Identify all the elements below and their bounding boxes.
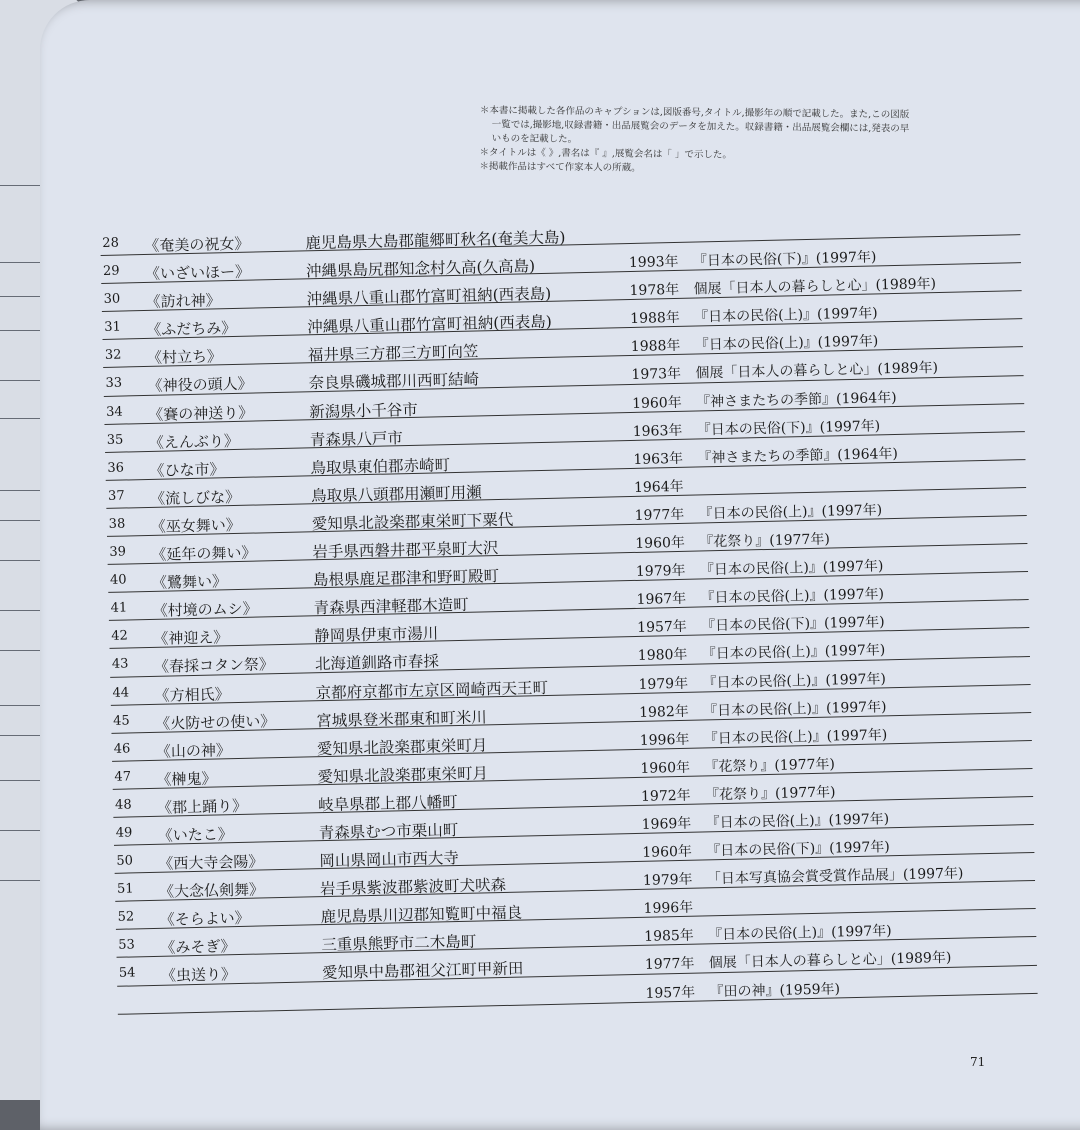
- plate-title: 《神役の頭人》: [147, 375, 253, 396]
- plate-location: 静岡県伊東市湯川: [314, 624, 439, 646]
- plate-number: 40: [109, 572, 127, 588]
- plate-source: 『花祭り』(1977年): [699, 531, 831, 551]
- plate-title: 《山の神》: [155, 740, 232, 761]
- plate-source: 『日本の民俗(下)』(1997年): [692, 249, 877, 270]
- note-line: いものを記載した。: [491, 133, 578, 146]
- note-line: ＊本書に掲載した各作品のキャプションは,図版番号,タイトル,撮影年の順で記載した。また,この図版: [479, 104, 910, 121]
- plate-number: 48: [114, 797, 132, 813]
- plate-year: 1972年: [640, 787, 691, 805]
- plate-source: 『日本の民俗(下)』(1997年): [706, 839, 890, 860]
- plate-location: 三重県熊野市二木島町: [321, 932, 477, 955]
- plate-location: 福井県三方郡三方町向笠: [307, 342, 479, 365]
- plate-location: 愛知県北設楽郡東栄町月: [316, 736, 488, 758]
- plate-year: 1988年: [630, 338, 681, 356]
- plate-number: 29: [102, 263, 120, 280]
- plate-number: 44: [112, 684, 130, 701]
- plate-source: 『日本の民俗(下)』(1997年): [696, 418, 881, 439]
- plate-year: 1979年: [642, 871, 693, 890]
- plate-location: 鹿児島県川辺郡知覧町中福良: [320, 903, 523, 927]
- plate-title: 《流しびな》: [149, 487, 241, 508]
- plate-title: 《みそぎ》: [160, 937, 236, 958]
- plate-title: 《虫送り》: [160, 965, 237, 986]
- plate-title: 《方相氏》: [154, 684, 230, 705]
- plate-source: 「日本写真協会賞受賞作品展」(1997年): [706, 865, 964, 888]
- plate-location: 青森県むつ市栗山町: [318, 820, 459, 843]
- plate-title: 《えんぶり》: [148, 431, 240, 452]
- plate-title: 《西大寺会陽》: [158, 852, 264, 873]
- plate-number: 35: [106, 432, 124, 448]
- plate-source: 『日本の民俗(上)』(1997年): [702, 670, 887, 691]
- plate-year: 1964年: [633, 478, 684, 496]
- plate-location: 宮城県登米郡東和町米川: [316, 707, 487, 730]
- plate-source: 『日本の民俗(上)』(1997年): [708, 923, 892, 944]
- plate-location: 愛知県中島郡祖父江町甲新田: [321, 960, 524, 983]
- plate-number: 32: [104, 347, 122, 364]
- note-line: 一覧では,撮影地,収録書籍・出品展覧会のデータを加えた。収録書籍・出品展覧会欄には,発表の早: [491, 119, 910, 135]
- plate-title: 《神迎え》: [153, 628, 229, 649]
- note-line: ＊タイトルは《 》,書名は『 』,展覧会名は「 」で示した。: [479, 146, 732, 161]
- plate-location: 鳥取県東伯郡赤崎町: [310, 455, 451, 478]
- plate-number: 33: [105, 376, 123, 392]
- page-number: 71: [970, 1055, 986, 1069]
- plate-number: 54: [118, 965, 136, 982]
- plate-number: 37: [107, 488, 125, 504]
- plate-year: 1969年: [641, 815, 692, 833]
- plate-number: 50: [116, 853, 134, 869]
- plate-location: 鹿児島県大島郡龍郷町秋名(奄美大島): [305, 228, 566, 253]
- plate-number: 53: [118, 937, 135, 954]
- plate-source: 『田の神』(1959年): [709, 980, 841, 1000]
- plate-location: 岐阜県郡上郡八幡町: [317, 792, 458, 815]
- plate-year: 1979年: [635, 562, 686, 581]
- plate-source: 『神さまたちの季節』(1964年): [697, 445, 899, 467]
- plate-year: 1978年: [629, 282, 680, 300]
- plate-title: 《村立ち》: [146, 347, 223, 368]
- plate-title: 《賽の神送り》: [148, 403, 254, 424]
- plate-location: 沖縄県島尻郡知念村久高(久高島): [305, 257, 536, 281]
- plate-location: 京都府京都市左京区岡崎西天王町: [315, 678, 549, 702]
- plate-location: 岩手県紫波郡紫波町犬吠森: [319, 876, 507, 899]
- plate-title: 《訪れ神》: [145, 291, 221, 312]
- plate-number: 31: [104, 319, 121, 336]
- plate-year: 1957年: [645, 984, 696, 1002]
- plate-number: 52: [117, 909, 135, 926]
- plate-title: 《いざいほー》: [144, 262, 251, 284]
- plate-number: 47: [114, 769, 132, 785]
- plate-year: 1993年: [628, 253, 679, 272]
- plate-year: 1988年: [630, 310, 681, 328]
- plate-year: 1960年: [640, 759, 691, 777]
- plate-year: 1996年: [643, 899, 694, 918]
- plate-title: 《火防せの使い》: [155, 711, 276, 733]
- plate-year: 1960年: [635, 534, 686, 552]
- plate-year: 1996年: [639, 731, 690, 749]
- plate-location: 北海道釧路市春採: [314, 652, 440, 674]
- plate-title: 《巫女舞い》: [150, 515, 241, 536]
- plate-year: 1960年: [631, 394, 682, 412]
- plate-source: 『日本の民俗(上)』(1997年): [703, 726, 888, 748]
- plate-title: 《そらよい》: [159, 909, 250, 930]
- plate-title: 《いたこ》: [157, 825, 234, 845]
- plate-source: 『日本の民俗(上)』(1997年): [698, 502, 883, 523]
- plate-year: 1967年: [636, 591, 687, 609]
- plate-source: 個展「日本人の暮らしと心」(1989年): [708, 950, 952, 972]
- plate-location: 奈良県磯城郡川西町結崎: [308, 370, 480, 393]
- plate-number: 43: [111, 656, 129, 673]
- plate-source: 個展「日本人の暮らしと心」(1989年): [693, 276, 937, 298]
- caption-notes: [479, 104, 970, 179]
- plate-location: 愛知県北設楽郡東栄町月: [317, 764, 489, 786]
- plate-source: 『花祭り』(1977年): [704, 756, 836, 776]
- plate-source: 『日本の民俗(上)』(1997年): [701, 642, 886, 663]
- plate-title: 《延年の舞い》: [151, 543, 257, 564]
- plate-location: 沖縄県八重山郡竹富町祖納(西表島): [307, 313, 553, 337]
- plate-number: 49: [115, 825, 133, 841]
- plate-title: 《奄美の祝女》: [144, 234, 250, 255]
- plate-source: 『日本の民俗(上)』(1997年): [694, 305, 878, 326]
- plate-number: 42: [111, 628, 128, 645]
- plate-year: 1980年: [637, 647, 688, 665]
- plate-source: 『日本の民俗(上)』(1997年): [702, 698, 887, 720]
- plate-location: 岡山県岡山市西大寺: [319, 849, 460, 871]
- plate-source: 『花祭り』(1977年): [704, 784, 836, 804]
- plate-title: 《郡上踊り》: [156, 796, 248, 817]
- plate-title: 《ふだちみ》: [146, 319, 237, 340]
- plate-number: 41: [110, 600, 128, 617]
- plate-title: 《ひな市》: [149, 459, 225, 480]
- plate-list-table: [100, 207, 1038, 1014]
- plate-year: 1982年: [638, 703, 689, 721]
- plate-year: 1979年: [638, 675, 689, 693]
- plate-location: 鳥取県八頭郡用瀬町用瀬: [310, 483, 482, 506]
- plate-location: 岩手県西磐井郡平泉町大沢: [312, 539, 499, 562]
- plate-number: 51: [116, 881, 134, 897]
- plate-year: 1960年: [642, 843, 693, 861]
- note-line: ＊掲載作品はすべて作家本人の所蔵。: [479, 160, 641, 174]
- plate-number: 30: [103, 291, 121, 308]
- plate-number: 45: [113, 713, 130, 729]
- plate-source: 『神さまたちの季節』(1964年): [695, 389, 897, 411]
- plate-number: 28: [102, 235, 120, 251]
- plate-title: 《大念仏剣舞》: [158, 880, 265, 901]
- plate-year: 1973年: [631, 366, 682, 384]
- plate-source: 『日本の民俗(下)』(1997年): [701, 614, 885, 635]
- plate-source: 個展「日本人の暮らしと心」(1989年): [695, 360, 939, 382]
- plate-source: 『日本の民俗(上)』(1997年): [699, 558, 884, 579]
- plate-title: 《鷺舞い》: [151, 572, 228, 593]
- plate-number: 34: [106, 404, 123, 420]
- plate-year: 1977年: [644, 956, 695, 974]
- plate-location: 沖縄県八重山郡竹富町祖納(西表島): [306, 284, 552, 309]
- plate-number: 38: [108, 516, 126, 532]
- plate-source: 『日本の民俗(上)』(1997年): [694, 333, 879, 354]
- plate-year: 1963年: [632, 422, 683, 440]
- plate-year: 1985年: [644, 928, 695, 946]
- plate-title: 《春採コタン祭》: [153, 655, 275, 677]
- plate-number: 36: [107, 460, 125, 476]
- plate-title: 《榊鬼》: [156, 769, 217, 789]
- plate-source: 『日本の民俗(上)』(1997年): [700, 586, 885, 607]
- plate-number: 39: [109, 544, 127, 560]
- plate-year: 1977年: [634, 506, 685, 524]
- plate-source: 『日本の民俗(上)』(1997年): [705, 811, 890, 832]
- plate-location: 島根県鹿足郡津和野町殿町: [312, 567, 500, 590]
- plate-location: 青森県西津軽郡木造町: [313, 595, 469, 618]
- plate-location: 青森県八戸市: [309, 428, 404, 449]
- plate-title: 《村境のムシ》: [152, 599, 258, 621]
- plate-location: 新潟県小千谷市: [309, 400, 418, 421]
- plate-year: 1963年: [633, 450, 684, 468]
- plate-location: 愛知県北設楽郡東栄町下粟代: [311, 510, 514, 534]
- plate-number: 46: [113, 741, 131, 757]
- plate-year: 1957年: [637, 619, 688, 637]
